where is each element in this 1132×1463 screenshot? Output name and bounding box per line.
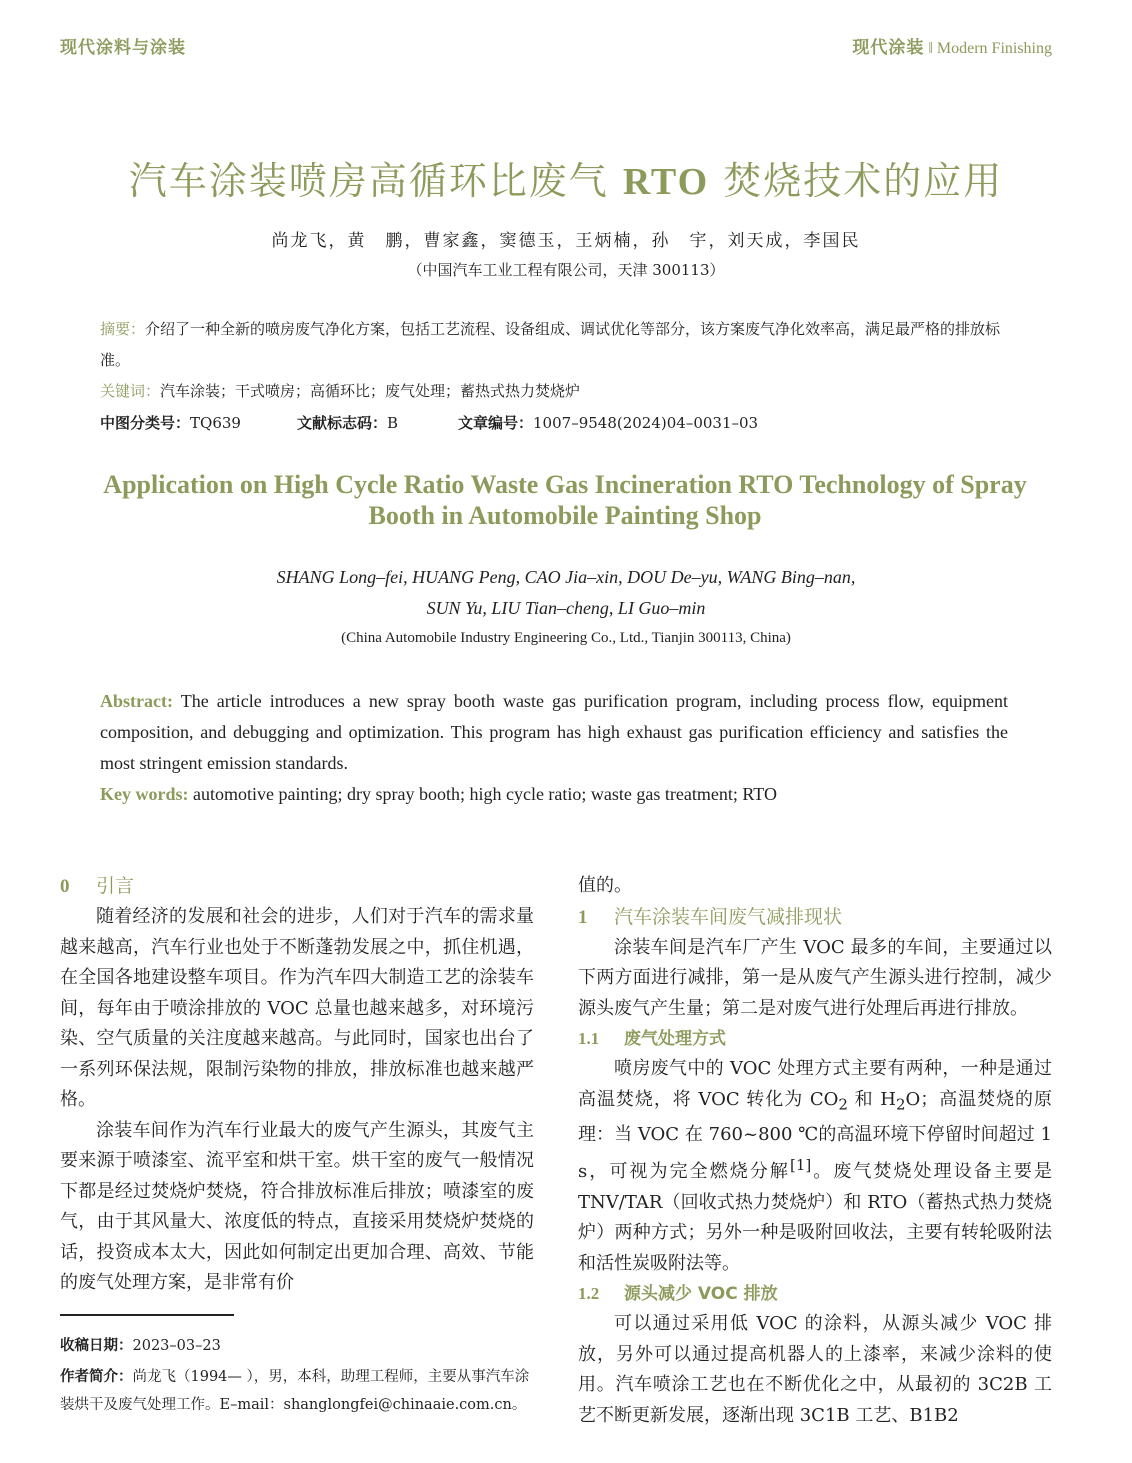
section-0-heading: 0 引言	[60, 875, 135, 897]
abstract-cn-label: 摘要：	[100, 320, 146, 338]
keywords-en-text: automotive painting; dry spray booth; high cycle ratio; waste gas treatment; RTO	[188, 784, 777, 804]
journal-name-cn: 现代涂装	[852, 38, 925, 58]
keywords-cn	[100, 376, 1010, 407]
continued-text: 值的。	[578, 875, 632, 896]
section-1-1-heading: 1.1 废气处理方式	[578, 1029, 726, 1049]
journal-name-en: ‖ Modern Finishing	[924, 40, 1052, 57]
clc-number: 中图分类号：TQ639	[100, 414, 241, 432]
section-1-2-heading: 1.2 源头减少 VOC 排放	[578, 1284, 778, 1305]
affiliation-cn: （中国汽车工业工程有限公司，天津 300113）	[407, 261, 725, 279]
journal-header-left: 现代涂料与涂装	[60, 38, 186, 58]
article-number: 文章编号：1007–9548(2024)04–0031–03	[458, 414, 759, 432]
abstract-en	[100, 686, 1008, 779]
citation-ref[interactable]: [1]	[789, 1156, 812, 1175]
abstract-en-text: The article introduces a new spray booth waste gas purification program, including process flow, equipment composition, and debugging and optimization. This program has high exhaust gas purification efficiency and satisfies the most stringent emission standards.	[100, 691, 1008, 773]
affiliation-en: (China Automobile Industry Engineering Co., Ltd., Tianjin 300113, China)	[341, 630, 791, 646]
intro-paragraph-1: 随着经济的发展和社会的进步，人们对于汽车的需求量越来越高，汽车行业也处于不断蓬勃发展之中，抓住机遇，在全国各地建设整车项目。作为汽车四大制造工艺的涂装车间，每年由于喷涂排放的 VOC 总量也越来越多，对环境污染、空气质量的关注度越来越高。与此同时，国家也出台了一系列环保法规，限制污染物的排放，排放标准也越来越严格。	[60, 906, 534, 1110]
abstract-cn-text: 介绍了一种全新的喷房废气净化方案，包括工艺流程、设备组成、调试优化等部分，该方案废气净化效率高，满足最严格的排放标准。	[100, 320, 1001, 369]
abstract-en-label: Abstract:	[100, 691, 173, 711]
author-bio: 作者简介：尚龙飞（1994— ），男，本科，助理工程师，主要从事汽车涂装烘干及废气处理工作。E–mail：shanglongfei@chinaaie.com.cn。	[60, 1369, 530, 1413]
section-1-2-paragraph: 可以通过采用低 VOC 的涂料，从源头减少 VOC 排放，另外可以通过提高机器人的上漆率，来减少涂料的使用。汽车喷涂工艺也在不断优化之中，从最初的 3C2B 工艺不断更新发展，逐渐出现 3C1B 工艺、B1B2	[578, 1313, 1052, 1426]
paper-title-cn: 汽车涂装喷房高循环比废气 RTO 焚烧技术的应用	[128, 159, 1004, 203]
abstract-cn	[100, 314, 1010, 376]
keywords-en	[100, 779, 1008, 810]
section-1-paragraph: 涂装车间是汽车厂产生 VOC 最多的车间，主要通过以下两方面进行减排，第一是从废气产生源头进行控制，减少源头废气产生量；第二是对废气进行处理后再进行排放。	[578, 936, 1052, 1019]
keywords-cn-label: 关键词：	[100, 382, 161, 400]
left-column	[60, 871, 534, 1299]
section-1-1-paragraph: 喷房废气中的 VOC 处理方式主要有两种，一种是通过高温焚烧，将 VOC 转化为 $CO_2$ 和 $H_2O$；高温焚烧的原理：当 VOC 在 760~800 ℃的高温环境下停留时间超过 1 s，可视为完全燃烧分解[1]。废气焚烧处理设备主要是 TNV/TAR（回收式热力焚烧炉）和 RTO（蓄热式热力焚烧炉）两种方式；另外一种是吸附回收法，主要有转轮吸附法和活性炭吸附法等。	[578, 1058, 1053, 1274]
document-code: 文献标志码：B	[297, 414, 399, 432]
received-date: 收稿日期：2023–03–23	[60, 1338, 221, 1354]
keywords-cn-text: 汽车涂装；干式喷房；高循环比；废气处理；蓄热式热力焚烧炉	[160, 382, 581, 400]
authors-en-line2: SUN Yu, LIU Tian–cheng, LI Guo–min	[426, 598, 706, 618]
paper-title-en: Application on High Cycle Ratio Waste Gas Incineration RTO Technology of Spray Booth in Automobile Painting Shop	[103, 470, 1027, 530]
footnote-divider	[60, 1314, 234, 1316]
right-column	[578, 871, 1052, 1431]
journal-header-right	[852, 33, 1052, 58]
intro-paragraph-2: 涂装车间作为汽车行业最大的废气产生源头，其废气主要来源于喷漆室、流平室和烘干室。烘干室的废气一般情况下都是经过焚烧炉焚烧，符合排放标准后排放；喷漆室的废气，由于其风量大、浓度低的特点，直接采用焚烧炉焚烧的话，投资成本太大，因此如何制定出更加合理、高效、节能的废气处理方案，是非常有价	[60, 1119, 534, 1293]
section-1-heading: 1 汽车涂装车间废气减排现状	[578, 905, 843, 928]
authors-en-line1: SHANG Long–fei, HUANG Peng, CAO Jia–xin, DOU De–yu, WANG Bing–nan,	[276, 567, 856, 587]
keywords-en-label: Key words:	[100, 784, 189, 804]
authors-cn: 尚龙飞，黄 鹏，曹家鑫，窦德玉，王炳楠，孙 宇，刘天成，李国民	[271, 231, 861, 251]
